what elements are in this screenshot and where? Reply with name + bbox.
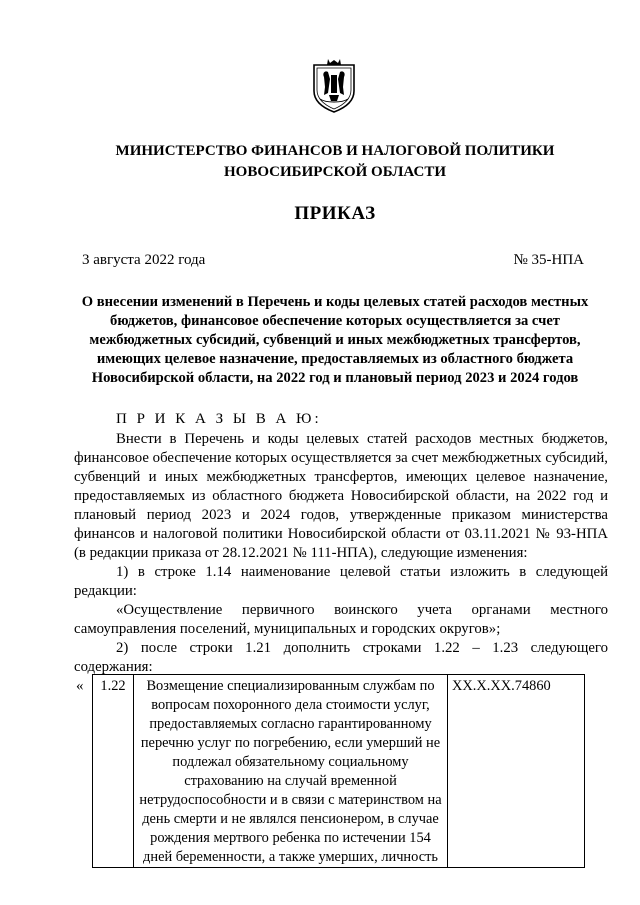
coat-of-arms-icon [310,55,358,113]
subject-line: бюджетов, финансовое обеспечение которых осуществляется за счет [110,313,560,329]
row-number-cell: 1.22 [93,675,134,868]
ministry-name [60,141,610,183]
body-paragraph: 2) после строки 1.21 дополнить строками 1.22 – 1.23 следующего содержания: [74,640,608,675]
body-paragraph: «Осуществление первичного воинского учета органами местного самоуправления поселений, муниципальных и городских округов»; [74,602,608,637]
subject-line: межбюджетных субсидий, субвенций и иных межбюджетных трансфертов, [89,332,581,348]
row-code-cell: ХХ.Х.ХХ.74860 [448,675,585,868]
target-items-table [92,674,585,868]
order-date: 3 августа 2022 года [82,252,206,268]
table-open-quote: « [76,678,84,694]
table-row [93,675,585,868]
subject-line: имеющих целевое назначение, предоставляемых из областного бюджета [96,351,574,367]
body-paragraph: 1) в строке 1.14 наименование целевой статьи изложить в следующей редакции: [74,564,608,599]
ministry-line-1: МИНИСТЕРСТВО ФИНАНСОВ И НАЛОГОВОЙ ПОЛИТИКИ [115,143,555,159]
document-title: ПРИКАЗ [294,203,376,224]
order-number: № 35-НПА [513,252,584,268]
row-name-cell: Возмещение специализированным службам по вопросам похоронного дела стоимости услуг, предоставляемых согласно гарантированному перечню услуг по погребению, если умерший не подлежал обязательному социальному страхованию на случай временной нетрудоспособности и в связи с материнством на день смерти и не являлся пенсионером, в случае рождения мертвого ребенка по истечении 154 дней беременности, а также умерших, личность [134,675,448,868]
order-subject [70,293,600,388]
subject-line: О внесении изменений в Перечень и коды целевых статей расходов местных [81,294,589,310]
orders-word: П Р И К А З Ы В А Ю: [116,411,322,427]
subject-line: Новосибирской области, на 2022 год и плановый период 2023 и 2024 годов [91,370,579,386]
ministry-line-2: НОВОСИБИРСКОЙ ОБЛАСТИ [223,164,447,180]
order-body [74,430,608,677]
body-paragraph: Внести в Перечень и коды целевых статей расходов местных бюджетов, финансовое обеспечение которых осуществляется за счет межбюджетных субсидий, субвенций и иных межбюджетных трансфертов, имеющих целевое назначение, предоставляемых из областного бюджета Новосибирской области, на 2022 год и плановый период 2023 и 2024 годов, утвержденные приказом министерства финансов и налоговой политики Новосибирской области от 03.11.2021 № 93-НПА (в редакции приказа от 28.12.2021 № 111-НПА), следующие изменения: [74,431,608,561]
